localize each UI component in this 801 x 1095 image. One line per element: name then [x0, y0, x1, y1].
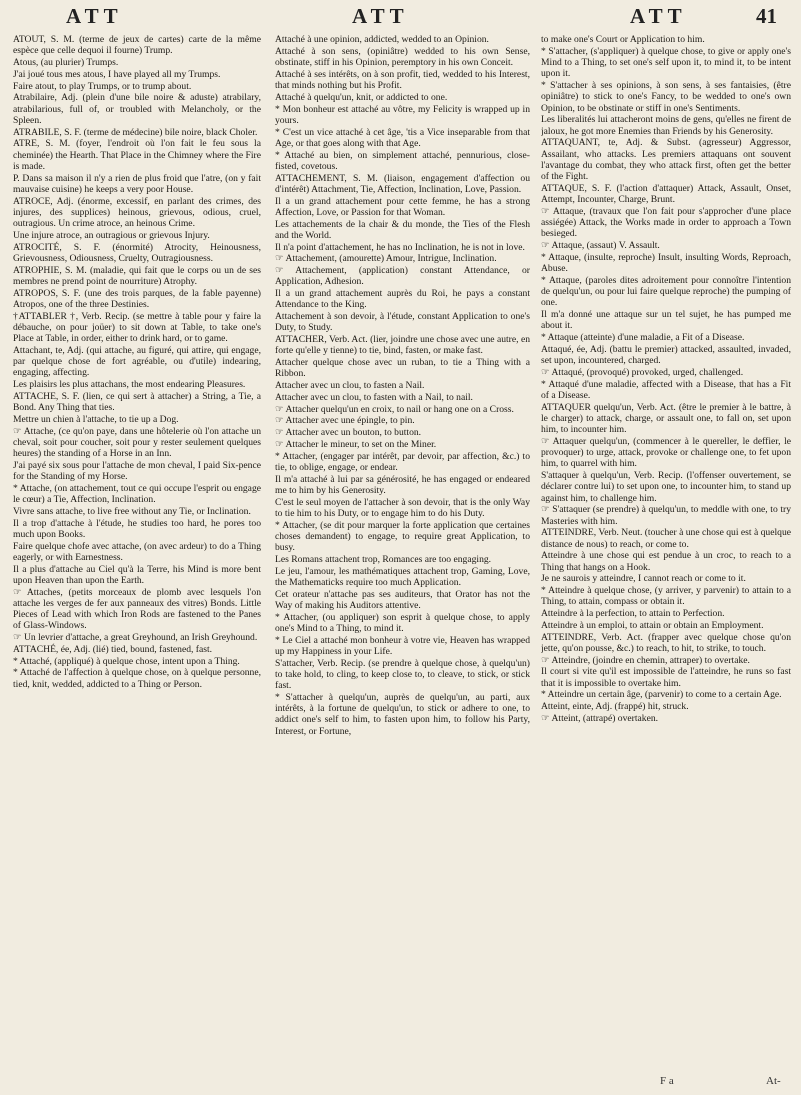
entry: J'ai joué tous mes atous, I have played all my Trumps. — [13, 68, 221, 80]
entry: Il a trop d'attache à l'étude, he studies too hard, he pores too much upon Books. — [13, 517, 261, 540]
entry: ☞ Attaches, (petits morceaux de plomb avec lesquels l'on attache les verges de fer aux panneaux des vitres) Bonds. Little Pieces of Lead with which Iron Rods are fastened to the Panes of Glass-Windows. — [13, 586, 261, 632]
entry: * C'est un vice attaché à cet âge, 'tis a Vice inseparable from that Age, or that goes along with that Age. — [275, 126, 530, 149]
entry: * S'attacher à ses opinions, à son sens, à ses fantaisies, (être opiniâtre) to stick to one's Fancy, to be wedded to one's own Opinion, to be obstinate or stiff in one's Sentiments. — [541, 80, 791, 114]
entry: Attaché à ses intérêts, on à son profit, tied, wedded to his Interest, that minds nothing but his Profit. — [275, 68, 530, 91]
entry: ☞ Atteint, (attrapé) overtaken. — [541, 712, 659, 724]
entry: * S'attacher à quelqu'un, auprès de quelqu'un, au parti, aux intérêts, à la fortune de quelqu'un, to stick or adhere to one, to addict one's self to him, to fasten upon him, to follow his Party, Interest, or Fortune, — [275, 691, 530, 737]
entry: Mettre un chien à l'attache, to tie up a Dog. — [13, 413, 179, 425]
entry: to make one's Court or Application to him. — [541, 34, 705, 45]
entry: * Attacher, (engager par intérêt, par devoir, par affection, &c.) to tie, to oblige, engage, or endear. — [275, 450, 530, 473]
running-head-right: ATT — [630, 4, 687, 28]
entry: Attaché à son sens, (opiniâtre) wedded to his own Sense, obstinate, stiff in his Opinion, peremptory in his own Conceit. — [275, 45, 530, 68]
entry: ☞ Attaquer quelqu'un, (commencer à le quereller, le deffier, le provoquer) to urge, attack, provoke or challenge one, to fet upon him, to quarrel with him. — [541, 435, 791, 470]
entry: †ATTABLER †, Verb. Recip. (se mettre à table pour y faire la débauche, on pour joüer) to sit down at Table, to take one's Place at Table, in order, either to drink hard, or to game. — [13, 310, 261, 344]
entry: ☞ Attacher avec une épingle, to pin. — [275, 415, 415, 427]
catchword: At- — [766, 1075, 781, 1087]
page-number: 41 — [756, 4, 777, 28]
entry: * Attaque, (insulte, reproche) Insult, insulting Words, Reproach, Abuse. — [541, 251, 791, 274]
entry: ATTAQUER quelqu'un, Verb. Act. (être le premier à le battre, à le charger) to attack, charge, or assault one, to fall on, set upon him, to incounter him. — [541, 401, 791, 435]
entry: * Atteindre à quelque chose, (y arriver, y parvenir) to attain to a Thing, to attain, compass or obtain it. — [541, 585, 791, 608]
entry: * Attacher, (se dit pour marquer la forte application que certaines choses demandent) to engage, to require great Application, to busy. — [275, 519, 530, 553]
entry: ATROPOS, S. F. (une des trois parques, de la fable payenne) Atropos, one of the three Destinies. — [13, 287, 261, 310]
entry: * Attaché au bien, on simplement attaché, pennurious, close-fisted, covetous. — [275, 149, 530, 172]
entry: Attacher avec un clou, to fasten a Nail. — [275, 380, 425, 391]
entry: Faire atout, to play Trumps, or to trump about. — [13, 80, 192, 92]
entry: Attaqué, ée, Adj. (battu le premier) attacked, assaulted, invaded, set upon, incountered, charged. — [541, 343, 791, 366]
entry: ATROCITÉ, S. F. (énormité) Atrocity, Heinousness, Grievousness, Odiousness, Cruelty, Outragiousness. — [13, 241, 261, 264]
entry: Attacher avec un clou, to fasten with a Nail, to nail. — [275, 391, 473, 403]
column-left — [13, 34, 261, 1084]
entry: ☞ Un levrier d'attache, a great Greyhound, an Irish Greyhound. — [13, 632, 258, 643]
running-head-center: ATT — [352, 4, 409, 28]
entry: Vivre sans attache, to live free without any Tie, or Inclination. — [13, 505, 251, 517]
entry: Cet orateur n'attache pas ses auditeurs, that Orator has not the Way of making his Auditors attentive. — [275, 588, 530, 611]
entry: ☞ Attacher le mineur, to set on the Miner. — [275, 438, 437, 450]
entry: Il m'a donné une attaque sur un tel sujet, he has pumped me about it. — [541, 309, 791, 332]
entry: ATTEINDRE, Verb. Neut. (toucher à une chose qui est à quelque distance de nous) to reach, or come to. — [541, 527, 791, 550]
entry: Les plaisirs les plus attachans, the most endearing Pleasures. — [13, 379, 246, 390]
entry: S'attaquer à quelqu'un, Verb. Recip. (l'offenser ouvertement, se déclarer contre lui) to set upon one, to incounter him, to stand up against him, to challenge him. — [541, 470, 791, 504]
entry: Atteint, einte, Adj. (frappé) hit, struck. — [541, 701, 689, 712]
entry: ATTACHER, Verb. Act. (lier, joindre une chose avec une autre, en forte qu'elle y tienne) to tie, bind, fasten, or make fast. — [275, 334, 530, 357]
entry: Il n'a point d'attachement, he has no Inclination, he is not in love. — [275, 241, 525, 253]
entry: ATROCE, Adj. (énorme, excessif, en parlant des crimes, des injures, des supplices) heinous, grievous, odious, cruel, outragious. Un crime atroce, an heinous Crime. — [13, 195, 261, 229]
entry: C'est le seul moyen de l'attacher à son devoir, that is the only Way to tie him to his Duty, or to engage him to do his Duty. — [275, 496, 530, 519]
entry: Il a un grand attachement pour cette femme, he has a strong Affection, Love, or Passion for that Woman. — [275, 195, 530, 218]
entry: ATROPHIE, S. M. (maladie, qui fait que le corps ou un de ses membres ne prend point de nourriture) Atrophy. — [13, 264, 261, 287]
entry: ☞ Attacher quelqu'un en croix, to nail or hang one on a Cross. — [275, 403, 514, 415]
entry: Les Romans attachent trop, Romances are too engaging. — [275, 553, 492, 565]
entry: * Atteindre un certain âge, (parvenir) to come to a certain Age. — [541, 689, 782, 701]
entry: J'ai payé six sous pour l'attache de mon cheval, I paid Six-pence for the Standing of my Horse. — [13, 459, 261, 482]
entry: * Attache, (on attachement, tout ce qui occupe l'esprit ou engage le cœur) a Tie, Affection, Inclination. — [13, 482, 261, 505]
entry: ATRE, S. M. (foyer, l'endroit où l'on fait le feu sous la cheminée) the Hearth. That Place in the Chimney where the Fire is made. — [13, 138, 261, 172]
entry: ☞ Attacher avec un bouton, to button. — [275, 427, 422, 438]
entry: Atous, (au plurier) Trumps. — [13, 57, 119, 68]
entry: ☞ Attachement, (amourette) Amour, Intrigue, Inclination. — [275, 253, 497, 265]
entry: * Attacher, (ou appliquer) son esprit à quelque chose, to apply one's Mind to a Thing, to mind it. — [275, 611, 530, 634]
entry: ☞ Attachement, (application) constant Attendance, or Application, Adhesion. — [275, 265, 530, 288]
entry: * S'attacher, (s'appliquer) à quelque chose, to give or apply one's Mind to a Thing, to set one's self upon it, to mind it, to be intent upon it. — [541, 45, 791, 80]
entry: S'attacher, Verb. Recip. (se prendre à quelque chose, à quelqu'un) to take hold, to cling, to keep close to, to cleave, to stick, or stick fast. — [275, 657, 530, 691]
entry: Atteindre à un emploi, to attain or obtain an Employment. — [541, 619, 764, 631]
entry: ATTAQUANT, te, Adj. & Subst. (agresseur) Aggressor, Assailant, who attacks. Les premiers attaquans ont souvent l'avantage du combat, they who attack first, often get the better of the Fight. — [541, 137, 791, 182]
entry: Il court si vite qu'il est impossible de l'atteindre, he runs so fast that it is impossible to overtake him. — [541, 666, 791, 689]
entry: ATTACHEMENT, S. M. (liaison, engagement d'affection ou d'intérêt) Attachment, Tie, Affection, Inclination, Love, Passion. — [275, 172, 530, 195]
entry: Il a un grand attachement auprès du Roi, he pays a constant Attendance to the King. — [275, 288, 530, 311]
entry: ☞ Attaqué, (provoqué) provoked, urged, challenged. — [541, 366, 744, 378]
entry: ATTEINDRE, Verb. Act. (frapper avec quelque chose qu'on jette, qu'on pousse, &c.) to reach, to hit, to strike, to touch. — [541, 631, 791, 654]
entry: Attaché à quelqu'un, knit, or addicted to one. — [275, 91, 448, 103]
entry: ATTACHÉ, ée, Adj. (lié) tied, bound, fastened, fast. — [13, 643, 213, 655]
entry: ATTACHE, S. F. (lien, ce qui sert à attacher) a String, a Tie, a Bond. Any Thing that ties. — [13, 390, 261, 413]
entry: * Attaque (atteinte) d'une maladie, a Fit of a Disease. — [541, 332, 745, 343]
column-middle — [275, 34, 530, 1084]
entry: ATTAQUE, S. F. (l'action d'attaquer) Attack, Assault, Onset, Attempt, Incounter, Charge, Brunt. — [541, 182, 791, 205]
entry: Il m'a attaché à lui par sa générosité, he has engaged or endeared me to him by his Generosity. — [275, 473, 530, 496]
entry: Atrabilaire, Adj. (plein d'une bile noire & aduste) atrabilary, atrabilarious, full of, or troubled with Melancholy, or the Spleen. — [13, 92, 261, 126]
entry: Il a plus d'attache au Ciel qu'à la Terre, his Mind is more bent upon Heaven than upon the Earth. — [13, 563, 261, 586]
entry: Atteindre à la perfection, to attain to Perfection. — [541, 608, 725, 619]
entry: ☞ Atteindre, (joindre en chemin, attraper) to overtake. — [541, 654, 750, 666]
entry: Attacher quelque chose avec un ruban, to tie a Thing with a Ribbon. — [275, 357, 530, 380]
entry: Atteindre à une chose qui est pendue à un croc, to reach to a Thing that hangs on a Hook. — [541, 550, 791, 573]
entry: * Attaché, (appliqué) à quelque chose, intent upon a Thing. — [13, 655, 240, 667]
entry: Les liberalités lui attacheront moins de gens, qu'elles ne firent de jaloux, he got more Enemies than Friends by his Generosity. — [541, 114, 791, 137]
entry: ☞ Attache, (ce qu'on paye, dans une hôtelerie où l'on attache un cheval, soit pour coucher, soit pour y rester seulement quelques heures) the standing of a Horse in an Inn. — [13, 425, 261, 459]
entry: Une injure atroce, an outragious or grievous Injury. — [13, 229, 210, 241]
entry: ☞ S'attaquer (se prendre) à quelqu'un, to meddle with one, to try Masteries with him. — [541, 504, 791, 527]
entry: Attachement à son devoir, à l'étude, constant Application to one's Duty, to Study. — [275, 311, 530, 334]
entry: ☞ Attaque, (assaut) V. Assault. — [541, 240, 660, 251]
entry: * Attaque, (paroles dites adroitement pour connoître l'intention de quelqu'un, ou pour lui faire quelque reproche) the pumping of one. — [541, 274, 791, 309]
entry: P. Dans sa maison il n'y a rien de plus froid que l'atre, (on y fait mauvaise cuisine) he keeps a very poor House. — [13, 172, 261, 195]
entry: * Attaché de l'affection à quelque chose, on à quelque personne, tied, knit, wedded, addicted to a Thing or Person. — [13, 667, 261, 690]
entry: Attachant, te, Adj. (qui attache, au figuré, qui attire, qui engage, par quelque chose de fort agréable, ou d'utile) indearing, engaging, affecting. — [13, 344, 261, 379]
entry: Le jeu, l'amour, les mathématiques attachent trop, Gaming, Love, the Mathematicks require too much Application. — [275, 565, 530, 588]
entry: ☞ Attaque, (travaux que l'on fait pour s'approcher d'une place assiégée) Attack, the Works made in order to approach a Town besieged. — [541, 205, 791, 240]
entry: * Attaqué d'une maladie, affected with a Disease, that has a Fit of a Disease. — [541, 378, 791, 401]
entry: Je ne saurois y atteindre, I cannot reach or come to it. — [541, 573, 746, 585]
signature-mark: F a — [660, 1075, 674, 1087]
entry: Attaché à une opinion, addicted, wedded to an Opinion. — [275, 34, 489, 45]
entry: * Le Ciel a attaché mon bonheur à votre vie, Heaven has wrapped up my Happiness in your Life. — [275, 634, 530, 657]
entry: * Mon bonheur est attaché au vôtre, my Felicity is wrapped up in yours. — [275, 103, 530, 126]
entry: Faire quelque chofe avec attache, (on avec ardeur) to do a Thing eagerly, or with Earnestness. — [13, 540, 261, 563]
entry: Les attachements de la chair & du monde, the Ties of the Flesh and the World. — [275, 218, 530, 241]
running-head-left: ATT — [66, 4, 123, 28]
entry: ATOUT, S. M. (terme de jeux de cartes) carte de la même espèce que celle dequoi il fourne) Trump. — [13, 34, 261, 57]
column-right — [541, 34, 791, 1084]
entry: ATRABILE, S. F. (terme de médecine) bile noire, black Choler. — [13, 126, 258, 138]
